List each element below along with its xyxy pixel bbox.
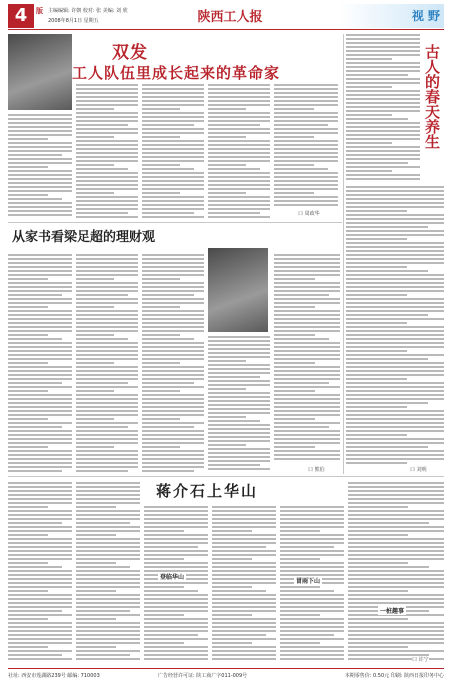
paper-name: 陕西工人报 <box>197 10 263 25</box>
middle-article-byline: 口 熊伯 <box>308 467 325 473</box>
side-article-body-top <box>346 34 420 182</box>
side-article-title: 古人的春天养生 <box>423 44 441 149</box>
masthead-rule <box>8 29 444 30</box>
footer-address: 社址: 西安市莲湖路239号 邮编: 710003 <box>8 673 100 679</box>
editor-line: 主编编辑: 许朝 校对: 张 美编: 刘 欣 <box>48 8 128 14</box>
bottom-article-col3 <box>144 506 208 662</box>
main-article-body-col3 <box>142 84 204 220</box>
side-article-byline: 口 刘明 <box>410 467 427 473</box>
main-article-byline: 口 周政华 <box>298 211 320 217</box>
section-title: 视 野 <box>411 9 440 23</box>
bottom-subhead-3: 一桩趣事 <box>380 608 405 615</box>
side-article-body-bottom <box>346 186 444 468</box>
middle-article-col1 <box>8 254 72 474</box>
section-banner <box>338 4 444 28</box>
middle-article-col3 <box>142 254 204 474</box>
bottom-subhead-2: 冒雨下山 <box>296 578 321 585</box>
main-article-body-left <box>8 114 72 220</box>
footer-price: 本期零售价: 0.50元 印刷: 陕西日报印务中心 <box>344 673 444 679</box>
page-label: 版 <box>36 7 43 15</box>
main-article <box>8 34 340 220</box>
middle-article-col4 <box>208 336 270 474</box>
page-number: 4 <box>8 4 34 28</box>
bottom-subhead-1: 登临华山 <box>160 574 185 581</box>
date-line: 2008年8月1日 星期五 <box>48 18 99 24</box>
main-article-title-line1: 双发 <box>112 43 148 63</box>
main-article-body-col5 <box>274 84 338 208</box>
main-article-body-col2 <box>76 84 138 220</box>
bottom-article-col4 <box>212 506 276 662</box>
middle-article-photo <box>208 248 268 332</box>
middle-article-col2 <box>76 254 138 474</box>
bottom-article-byline: 口 许宁 <box>412 657 429 663</box>
middle-article <box>8 224 342 474</box>
main-article-photo <box>8 34 72 110</box>
section-rule-2 <box>8 476 444 477</box>
middle-article-title: 从家书看梁足超的理财观 <box>12 230 156 245</box>
footer <box>8 668 444 682</box>
main-article-title-line2: 工人队伍里成长起来的革命家 <box>72 64 281 82</box>
masthead <box>8 4 444 30</box>
main-article-body-col4 <box>208 84 270 220</box>
section-rule-1 <box>8 222 342 223</box>
bottom-article <box>8 478 444 664</box>
middle-article-col5 <box>274 254 340 464</box>
side-article <box>346 34 444 474</box>
bottom-article-col1 <box>8 482 72 662</box>
column-divider <box>343 34 344 474</box>
bottom-article-col2 <box>76 482 140 662</box>
bottom-article-title: 蒋介石上华山 <box>156 482 259 500</box>
footer-ad-license: 广告经营许可证: 陕工商广字011-009号 <box>158 673 248 679</box>
bottom-article-col6 <box>348 482 444 662</box>
